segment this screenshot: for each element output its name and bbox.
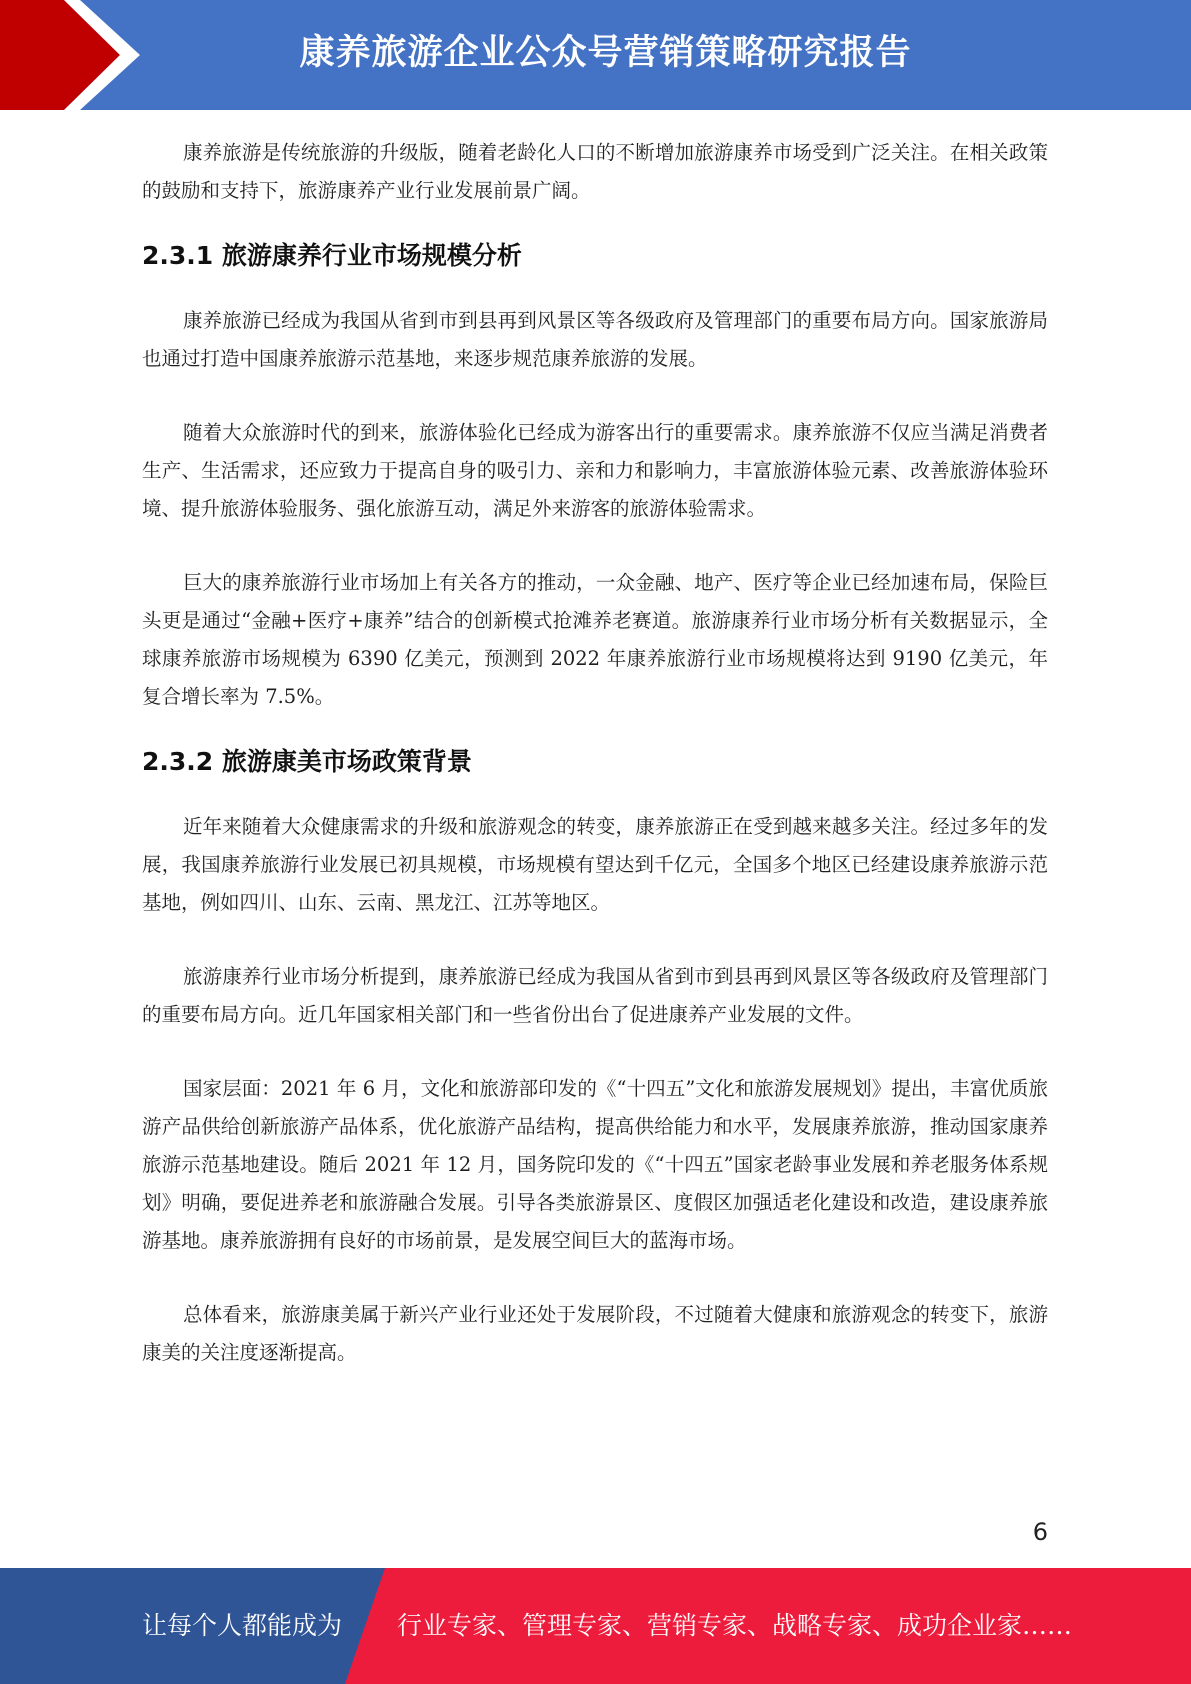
document-body <box>142 134 1048 1372</box>
paragraph: 康养旅游已经成为我国从省到市到县再到风景区等各级政府及管理部门的重要布局方向。国家旅游局也通过打造中国康养旅游示范基地，来逐步规范康养旅游的发展。 <box>142 309 1048 370</box>
page-number: 6 <box>1032 1518 1048 1546</box>
section-heading-2-3-2: 2.3.2 旅游康美市场政策背景 <box>142 747 472 776</box>
footer-slogan-left: 让每个人都能成为 <box>142 1611 343 1640</box>
paragraph: 国家层面：2021 年 6 月，文化和旅游部印发的《“十四五”文化和旅游发展规划》提出，丰富优质旅游产品供给创新旅游产品体系，优化旅游产品结构，提高供给能力和水平，发展康养旅游，推动国家康养旅游示范基地建设。随后 2021 年 12 月，国务院印发的《“十四五”国家老龄事业发展和养老服务体系规划》明确，要促进养老和旅游融合发展。引导各类旅游景区、度假区加强适老化建设和改造，建设康养旅游基地。康养旅游拥有良好的市场前景，是发展空间巨大的蓝海市场。 <box>142 1077 1048 1252</box>
paragraph: 随着大众旅游时代的到来，旅游体验化已经成为游客出行的重要需求。康养旅游不仅应当满足消费者生产、生活需求，还应致力于提高自身的吸引力、亲和力和影响力，丰富旅游体验元素、改善旅游体验环境、提升旅游体验服务、强化旅游互动，满足外来游客的旅游体验需求。 <box>142 421 1048 520</box>
paragraph: 旅游康养行业市场分析提到，康养旅游已经成为我国从省到市到县再到风景区等各级政府及管理部门的重要布局方向。近几年国家相关部门和一些省份出台了促进康养产业发展的文件。 <box>142 965 1048 1026</box>
paragraph: 近年来随着大众健康需求的升级和旅游观念的转变，康养旅游正在受到越来越多关注。经过多年的发展，我国康养旅游行业发展已初具规模，市场规模有望达到千亿元，全国多个地区已经建设康养旅游示范基地，例如四川、山东、云南、黑龙江、江苏等地区。 <box>142 815 1048 914</box>
report-title: 康养旅游企业公众号营销策略研究报告 <box>299 33 912 73</box>
section-heading-2-3-1: 2.3.1 旅游康养行业市场规模分析 <box>142 241 522 270</box>
paragraph: 巨大的康养旅游行业市场加上有关各方的推动，一众金融、地产、医疗等企业已经加速布局，保险巨头更是通过“金融+医疗+康养”结合的创新模式抢滩养老赛道。旅游康养行业市场分析有关数据显示，全球康养旅游市场规模为 6390 亿美元，预测到 2022 年康养旅游行业市场规模将达到 9190 亿美元，年复合增长率为 7.5%。 <box>142 571 1048 708</box>
footer-slogan-right: 行业专家、管理专家、营销专家、战略专家、成功企业家…… <box>397 1611 1073 1640</box>
intro-paragraph: 康养旅游是传统旅游的升级版，随着老龄化人口的不断增加旅游康养市场受到广泛关注。在相关政策的鼓励和支持下，旅游康养产业行业发展前景广阔。 <box>142 141 1048 202</box>
footer-banner <box>0 1568 1191 1684</box>
header-banner <box>0 0 1191 110</box>
paragraph: 总体看来，旅游康美属于新兴产业行业还处于发展阶段，不过随着大健康和旅游观念的转变下，旅游康美的关注度逐渐提高。 <box>142 1303 1048 1364</box>
